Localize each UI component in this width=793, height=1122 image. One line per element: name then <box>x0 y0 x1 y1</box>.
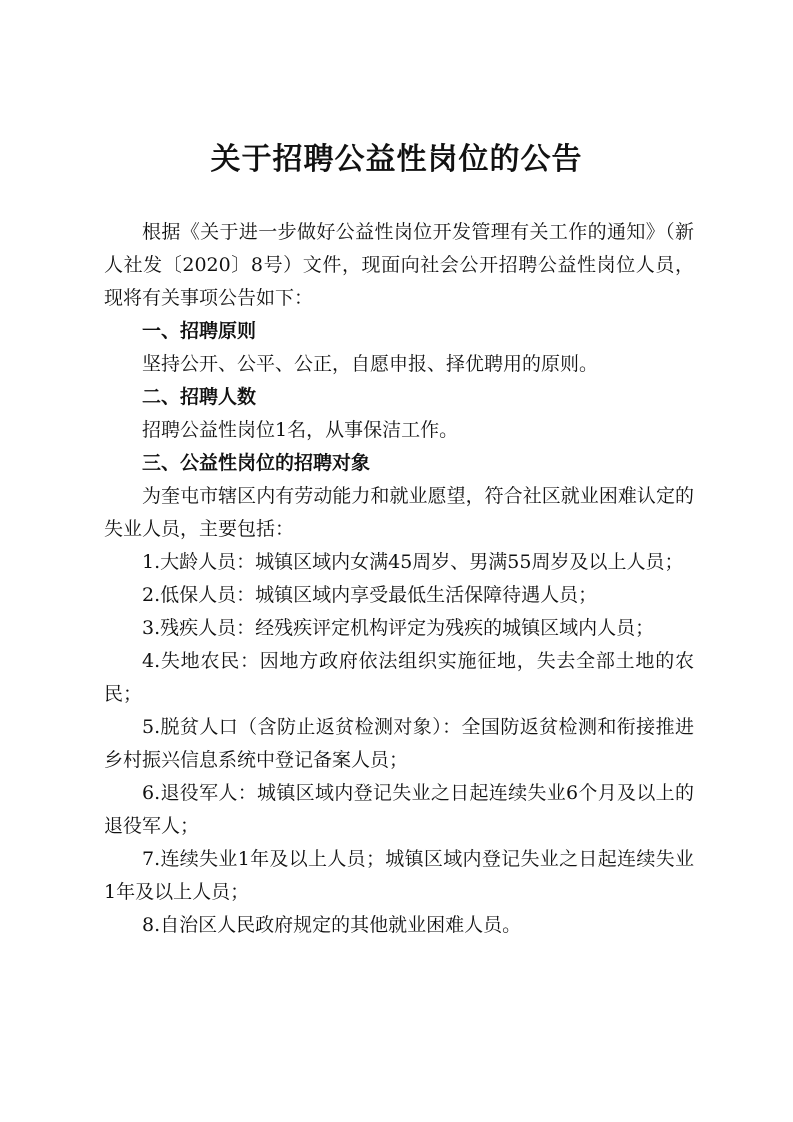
section-heading-targets: 三、公益性岗位的招聘对象 <box>142 452 371 474</box>
targets-intro-paragraph: 为奎屯市辖区内有劳动能力和就业愿望，符合社区就业困难认定的失业人员，主要包括： <box>104 485 694 540</box>
target-item: 1.大龄人员：城镇区域内女满45周岁、男满55周岁及以上人员； <box>142 551 684 573</box>
target-item: 5.脱贫人口（含防止返贫检测对象）：全国防返贫检测和衔接推进乡村振兴信息系统中登记备案人员； <box>104 716 694 771</box>
target-item: 4.失地农民：因地方政府依法组织实施征地，失去全部土地的农民； <box>104 650 694 705</box>
headcount-paragraph: 招聘公益性岗位1名，从事保洁工作。 <box>142 419 459 441</box>
target-item: 3.残疾人员：经残疾评定机构评定为残疾的城镇区域内人员； <box>142 617 655 639</box>
document-title: 关于招聘公益性岗位的公告 <box>210 142 583 177</box>
section-heading-principles: 一、招聘原则 <box>142 320 257 342</box>
target-item: 8.自治区人民政府规定的其他就业困难人员。 <box>142 914 522 936</box>
document-body <box>104 216 694 942</box>
target-item: 2.低保人员：城镇区域内享受最低生活保障待遇人员； <box>142 584 598 606</box>
principles-paragraph: 坚持公开、公平、公正，自愿申报、择优聘用的原则。 <box>142 353 599 375</box>
section-heading-headcount: 二、招聘人数 <box>142 386 257 408</box>
target-item: 6.退役军人：城镇区域内登记失业之日起连续失业6个月及以上的退役军人； <box>104 782 694 837</box>
target-item: 7.连续失业1年及以上人员；城镇区域内登记失业之日起连续失业1年及以上人员； <box>104 848 694 903</box>
intro-paragraph: 根据《关于进一步做好公益性岗位开发管理有关工作的通知》（新人社发〔2020〕8号）文件，现面向社会公开招聘公益性岗位人员，现将有关事项公告如下： <box>104 221 694 309</box>
